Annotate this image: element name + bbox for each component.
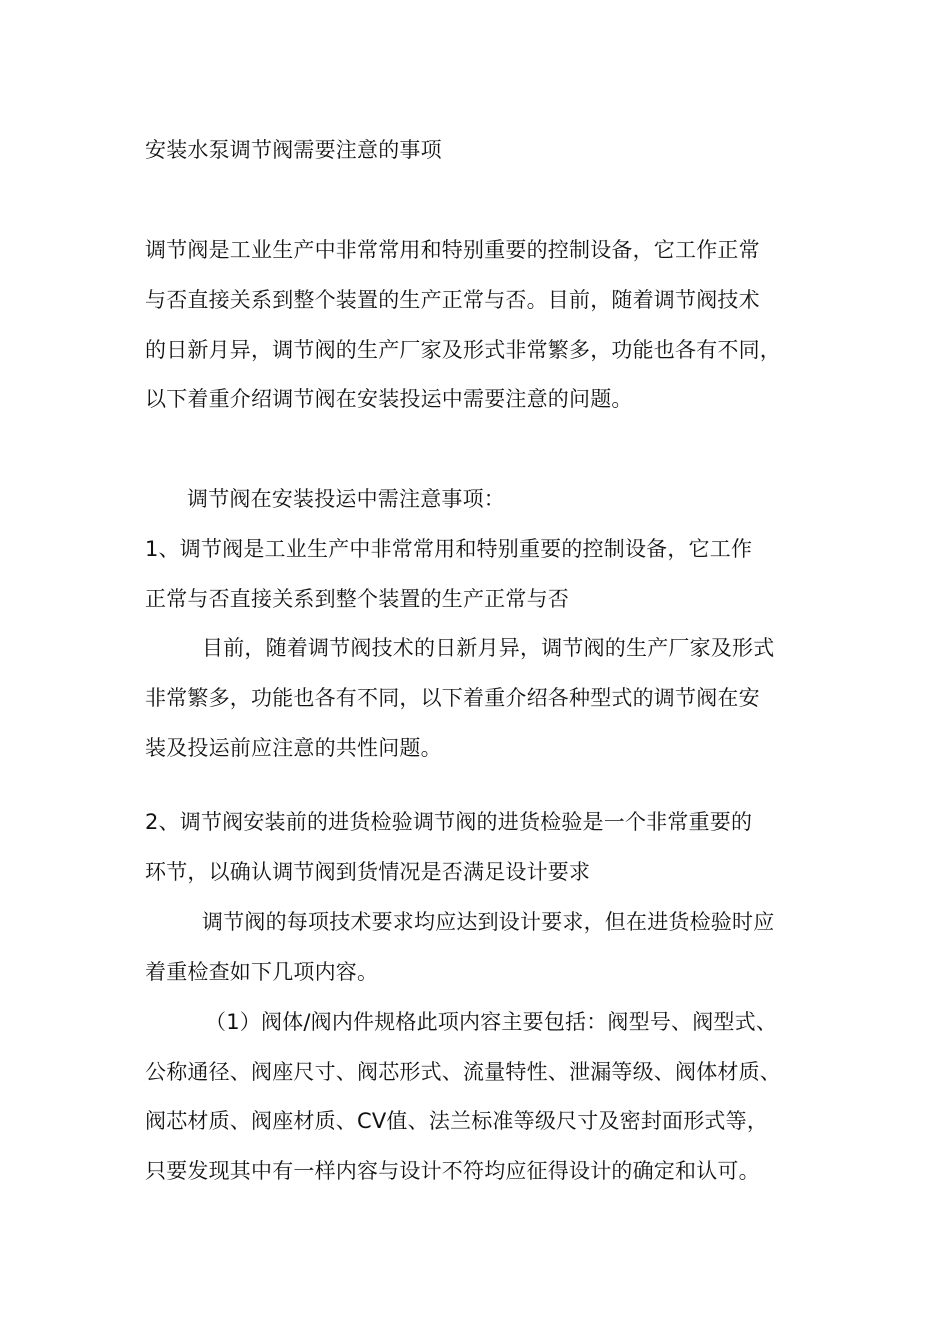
item1-detail-line-2: 非常繁多，功能也各有不同，以下着重介绍各种型式的调节阀在安 <box>145 686 760 710</box>
item2-detail-line-2: 着重检查如下几项内容。 <box>145 960 379 984</box>
intro-line-3: 的日新月异，调节阀的生产厂家及形式非常繁多，功能也各有不同， <box>145 338 781 362</box>
subitem1-line-4: 只要发现其中有一样内容与设计不符均应征得设计的确定和认可。 <box>145 1159 760 1183</box>
intro-line-1: 调节阀是工业生产中非常常用和特别重要的控制设备，它工作正常 <box>145 238 760 262</box>
intro-line-4: 以下着重介绍调节阀在安装投运中需要注意的问题。 <box>145 387 633 411</box>
intro-line-2: 与否直接关系到整个装置的生产正常与否。目前，随着调节阀技术 <box>145 288 760 312</box>
section-heading: 调节阀在安装投运中需注意事项： <box>187 487 505 511</box>
item2-detail-line-1: 调节阀的每项技术要求均应达到设计要求，但在进货检验时应 <box>202 910 775 934</box>
document-title: 安装水泵调节阀需要注意的事项 <box>145 138 442 162</box>
subitem1-line-3: 阀芯材质、阀座材质、CV值、法兰标准等级尺寸及密封面形式等， <box>145 1109 769 1133</box>
item1-line-1: 1、调节阀是工业生产中非常常用和特别重要的控制设备，它工作 <box>145 537 753 561</box>
item1-detail-line-3: 装及投运前应注意的共性问题。 <box>145 736 442 760</box>
item2-line-1: 2、调节阀安装前的进货检验调节阀的进货检验是一个非常重要的 <box>145 810 753 834</box>
subitem1-line-2: 公称通径、阀座尺寸、阀芯形式、流量特性、泄漏等级、阀体材质、 <box>145 1060 781 1084</box>
item1-line-2: 正常与否直接关系到整个装置的生产正常与否 <box>145 587 569 611</box>
subitem1-line-1: （1）阀体/阀内件规格此项内容主要包括：阀型号、阀型式、 <box>205 1010 778 1034</box>
item1-detail-line-1: 目前，随着调节阀技术的日新月异，调节阀的生产厂家及形式 <box>202 636 775 660</box>
item2-line-2: 环节，以确认调节阀到货情况是否满足设计要求 <box>145 860 591 884</box>
